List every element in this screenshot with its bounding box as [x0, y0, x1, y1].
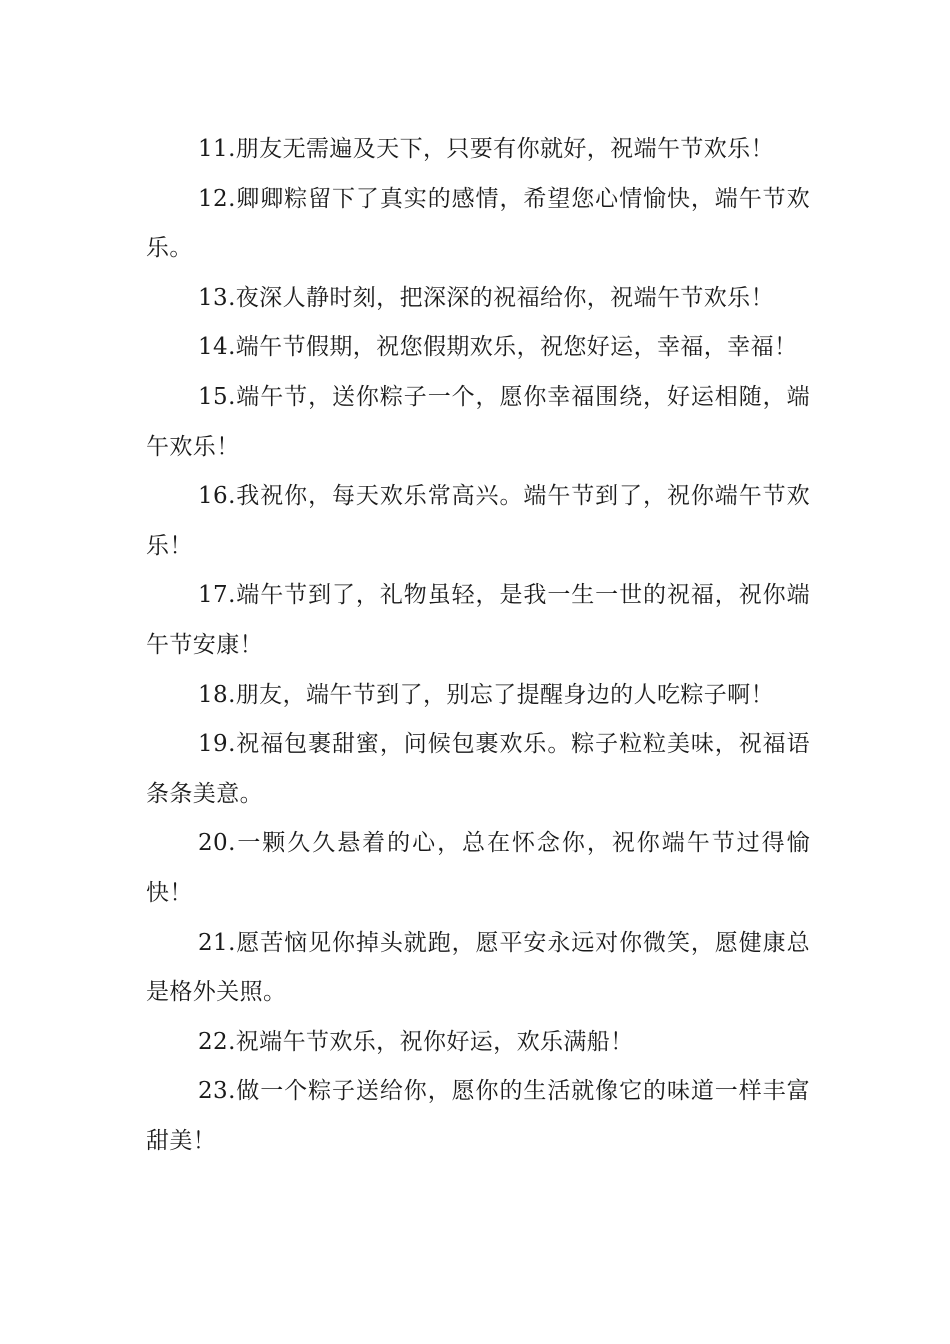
- paragraph-11: 11.朋友无需遍及天下，只要有你就好，祝端午节欢乐！: [198, 136, 774, 162]
- paragraph-16: 16.我祝你，每天欢乐常高兴。端午节到了，祝你端午节欢乐！: [146, 483, 810, 559]
- paragraph-15: 15.端午节，送你粽子一个，愿你幸福围绕，好运相随，端午欢乐！: [146, 383, 810, 460]
- paragraph-21: 21.愿苦恼见你掉头就跑，愿平安永远对你微笑，愿健康总是格外关照。: [146, 929, 810, 1006]
- paragraph-19: 19.祝福包裹甜蜜，问候包裹欢乐。粽子粒粒美味，祝福语条条美意。: [146, 731, 810, 807]
- paragraph-18: 18.朋友，端午节到了，别忘了提醒身边的人吃粽子啊！: [198, 681, 774, 708]
- paragraph-23: 23.做一个粽子送给你，愿你的生活就像它的味道一样丰富甜美！: [146, 1078, 810, 1154]
- paragraph-22: 22.祝端午节欢乐，祝你好运，欢乐满船！: [198, 1028, 634, 1055]
- paragraph-20: 20.一颗久久悬着的心，总在怀念你，祝你端午节过得愉快！: [146, 830, 810, 906]
- paragraph-17: 17.端午节到了，礼物虽轻，是我一生一世的祝福，祝你端午节安康！: [146, 582, 810, 658]
- paragraph-14: 14.端午节假期，祝您假期欢乐，祝您好运，幸福，幸福！: [198, 334, 798, 361]
- paragraph-12: 12.卿卿粽留下了真实的感情，希望您心情愉快，端午节欢乐。: [146, 185, 810, 262]
- document-body: [146, 125, 810, 1166]
- paragraph-13: 13.夜深人静时刻，把深深的祝福给你，祝端午节欢乐！: [198, 284, 774, 311]
